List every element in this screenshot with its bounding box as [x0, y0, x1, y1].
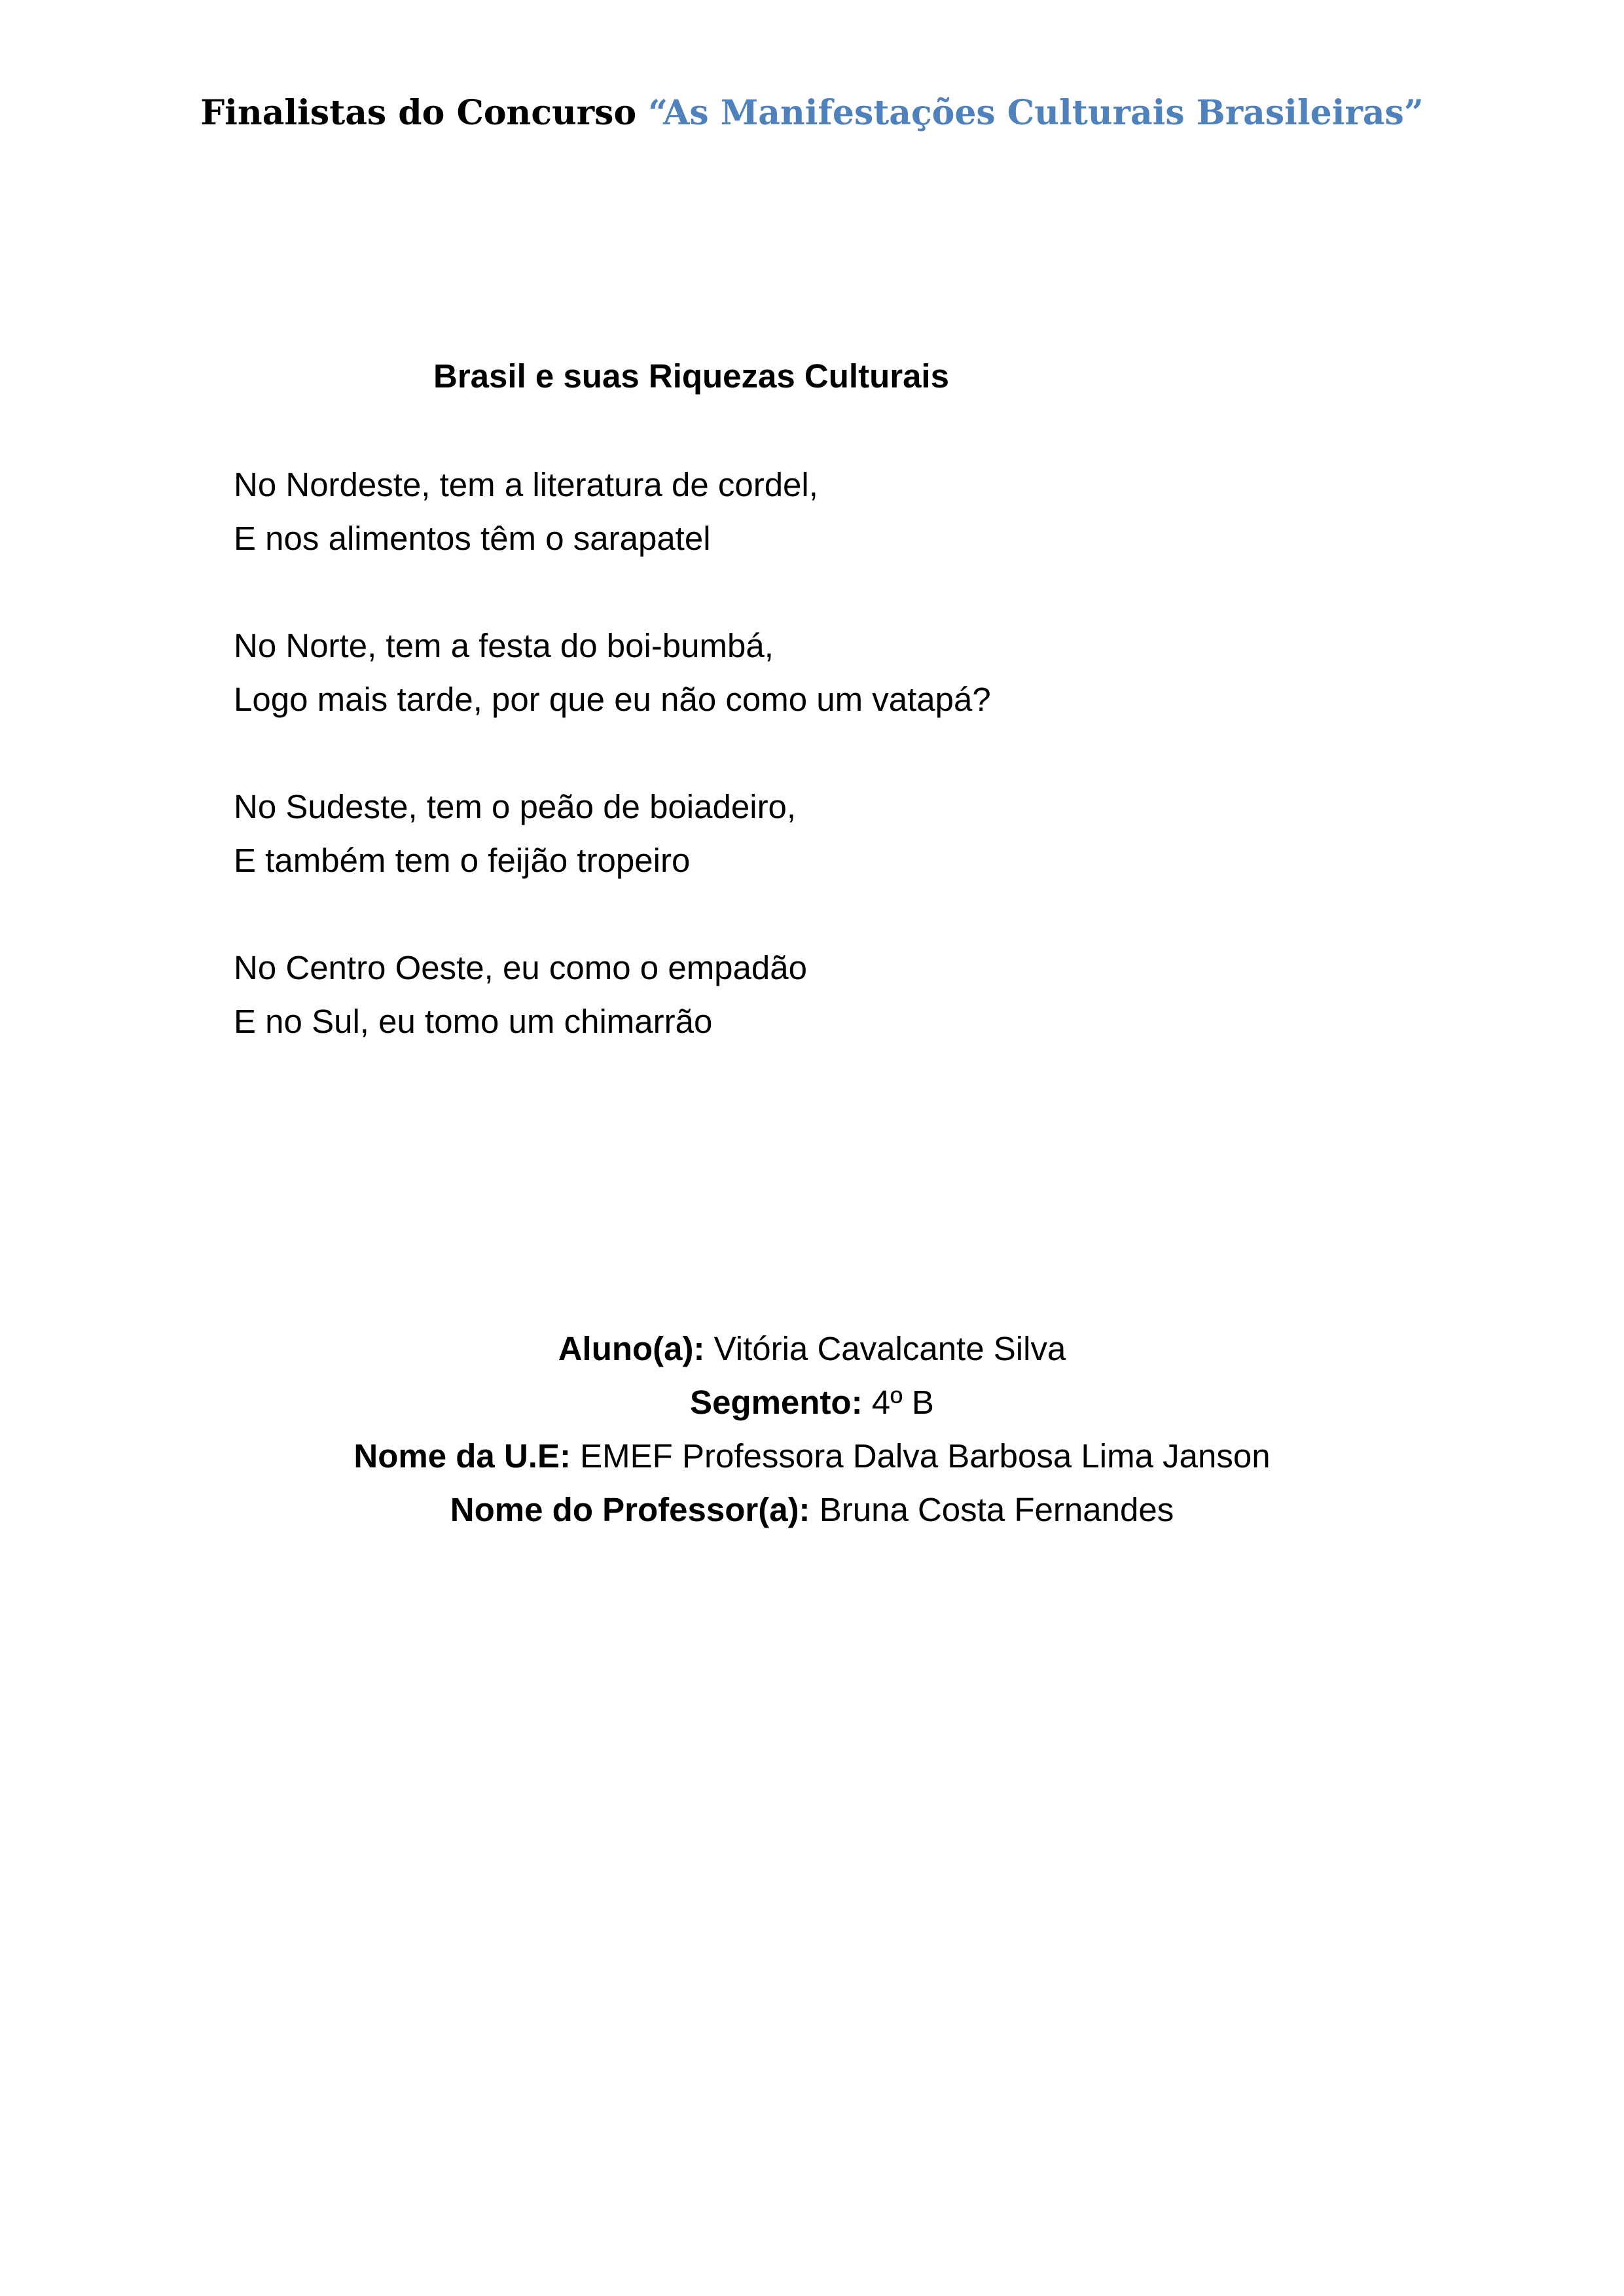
contest-name: “As Manifestações Culturais Brasileiras” — [648, 93, 1424, 133]
poem-stanza — [234, 458, 991, 565]
poem-line: Logo mais tarde, por que eu não como um vatapá? — [234, 681, 991, 718]
contest-header-prefix: Finalistas do Concurso — [200, 93, 649, 133]
poem-body — [234, 458, 991, 1102]
poem-line: No Norte, tem a festa do boi-bumbá, — [234, 627, 774, 664]
poem-line: E no Sul, eu tomo um chimarrão — [234, 1003, 713, 1040]
credit-teacher-value: Bruna Costa Fernandes — [810, 1491, 1174, 1528]
poem-line: E nos alimentos têm o sarapatel — [234, 520, 711, 557]
poem-line: No Centro Oeste, eu como o empadão — [234, 949, 807, 986]
credit-student-value: Vitória Cavalcante Silva — [704, 1330, 1066, 1367]
credit-segment — [0, 1376, 1624, 1429]
credit-student-label: Aluno(a): — [558, 1330, 705, 1367]
poem-stanza — [234, 619, 991, 726]
poem-line: E também tem o feijão tropeiro — [234, 842, 691, 879]
poem-line: No Nordeste, tem a literatura de cordel, — [234, 466, 818, 503]
contest-header — [0, 93, 1624, 133]
credit-school-label: Nome da U.E: — [353, 1437, 571, 1475]
credit-school — [0, 1429, 1624, 1483]
credit-teacher-label: Nome do Professor(a): — [450, 1491, 810, 1528]
poem-line: No Sudeste, tem o peão de boiadeiro, — [234, 788, 797, 825]
credit-school-value: EMEF Professora Dalva Barbosa Lima Janson — [570, 1437, 1271, 1475]
credit-student — [0, 1322, 1624, 1376]
poem-stanza — [234, 780, 991, 888]
poem-title: Brasil e suas Riquezas Culturais — [433, 357, 949, 395]
author-credits — [0, 1322, 1624, 1537]
credit-teacher — [0, 1483, 1624, 1537]
credit-segment-label: Segmento: — [690, 1384, 863, 1421]
credit-segment-value: 4º B — [862, 1384, 934, 1421]
poem-stanza — [234, 941, 991, 1049]
